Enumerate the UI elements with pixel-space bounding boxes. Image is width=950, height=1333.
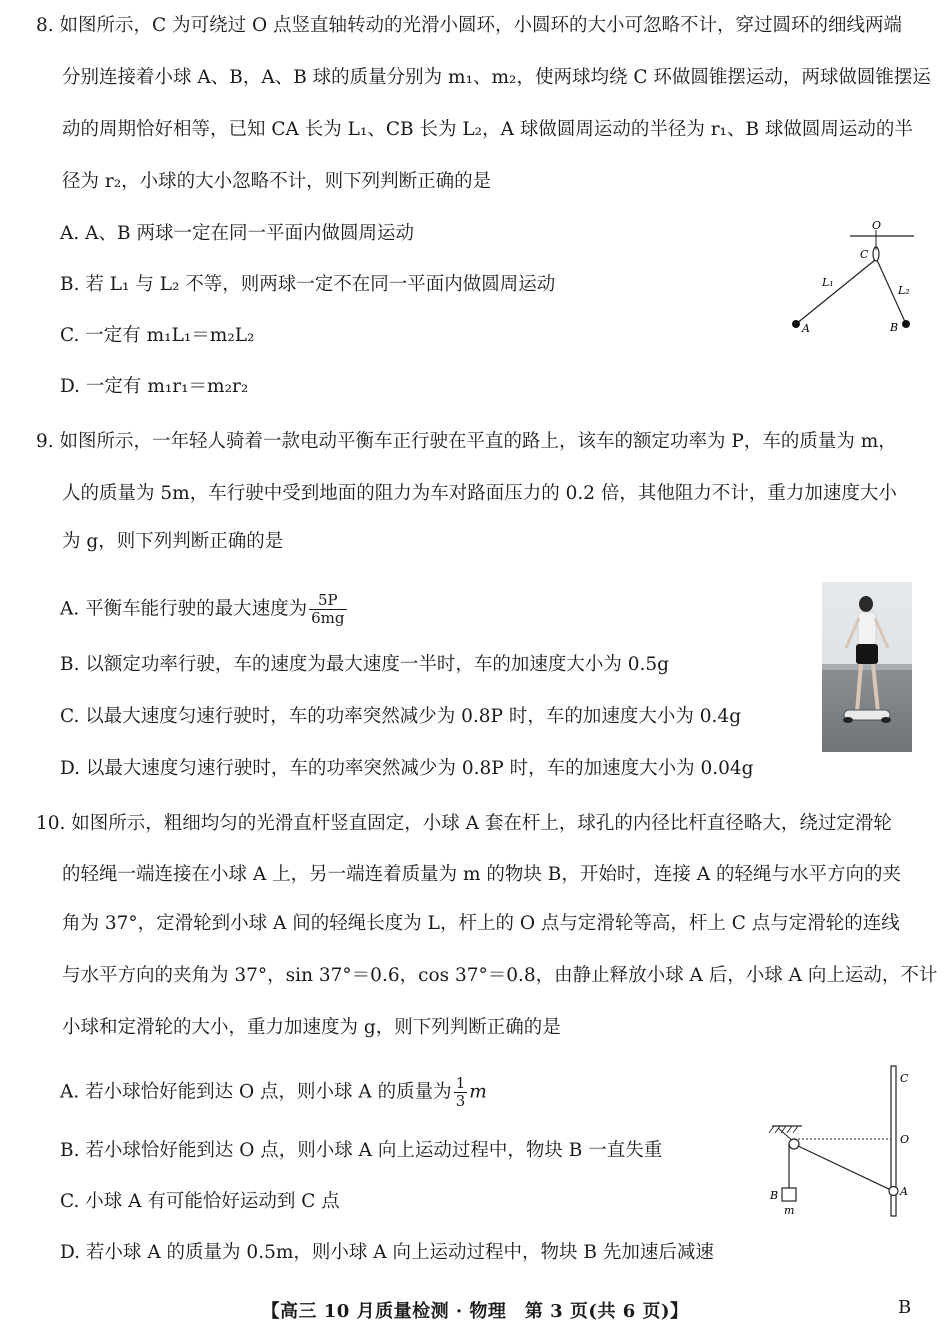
q10-option-d: D. 若小球 A 的质量为 0.5m，则小球 A 向上运动过程中，物块 B 先加速后减速 (60, 1242, 714, 1263)
q10-label-a: A (900, 1185, 908, 1198)
q9-option-b: B. 以额定功率行驶，车的速度为最大速度一半时，车的加速度大小为 0.5g (60, 654, 670, 675)
q9-option-d: D. 以最大速度匀速行驶时，车的功率突然减少为 0.8P 时，车的加速度大小为 0.04g (60, 758, 754, 779)
q10-label-o: O (900, 1133, 910, 1146)
q8-label-o: O (872, 219, 882, 232)
q8-conical-pendulum-figure (788, 218, 918, 340)
q9-option-a (60, 592, 349, 627)
q10-label-b: B (770, 1189, 779, 1202)
q9-stem-line-2: 人的质量为 5m，车行驶中受到地面的阻力为车对路面压力的 0.2 倍，其他阻力不计，重力加速度大小 (62, 483, 897, 504)
q10-label-m: m (784, 1204, 795, 1217)
q8-option-d: D. 一定有 m₁r₁＝m₂r₂ (60, 376, 249, 397)
q10-stem-line-5: 小球和定滑轮的大小，重力加速度为 g，则下列判断正确的是 (62, 1017, 561, 1038)
q10-pulley-rod-figure (758, 1062, 918, 1222)
paper-version-mark: B (898, 1297, 912, 1318)
q8-label-a: A (802, 322, 810, 335)
q8-stem-line-1: 8. 如图所示，C 为可绕过 O 点竖直轴转动的光滑小圆环，小圆环的大小可忽略不计，穿过圆环的细线两端 (36, 15, 902, 36)
q10-stem-line-1: 10. 如图所示，粗细均匀的光滑直杆竖直固定，小球 A 套在杆上，球孔的内径比杆直径略大，绕过定滑轮 (36, 813, 892, 834)
page-footer: 【高三 10 月质量检测 · 物理 第 3 页(共 6 页)】 (261, 1301, 689, 1322)
q8-option-c: C. 一定有 m₁L₁＝m₂L₂ (60, 325, 255, 346)
q10-option-b: B. 若小球恰好能到达 O 点，则小球 A 向上运动过程中，物块 B 一直失重 (60, 1140, 663, 1161)
q8-option-a: A. A、B 两球一定在同一平面内做圆周运动 (60, 223, 414, 244)
q9-option-a-text: A. 平衡车能行驶的最大速度为 (60, 598, 308, 620)
q8-stem-line-2: 分别连接着小球 A、B，A、B 球的质量分别为 m₁、m₂，使两球均绕 C 环做圆锥摆运动，两球做圆锥摆运 (62, 67, 931, 88)
q9-stem-line-1: 9. 如图所示，一年轻人骑着一款电动平衡车正行驶在平直的路上，该车的额定功率为 P，车的质量为 m， (36, 431, 897, 452)
q10-option-c: C. 小球 A 有可能恰好运动到 C 点 (60, 1191, 340, 1212)
q10-stem-line-4: 与水平方向的夹角为 37°，sin 37°＝0.6，cos 37°＝0.8，由静止释放小球 A 后，小球 A 向上运动，不计 (62, 965, 938, 986)
q10-stem-line-2: 的轻绳一端连接在小球 A 上，另一端连着质量为 m 的物块 B，开始时，连接 A 的轻绳与水平方向的夹 (62, 864, 902, 885)
q8-stem-line-4: 径为 r₂，小球的大小忽略不计，则下列判断正确的是 (62, 171, 492, 192)
q10-fraction-denominator: 3 (455, 1092, 466, 1110)
q8-label-l1: L₁ (822, 276, 834, 289)
balance-scooter-photo (822, 582, 912, 752)
q10-option-a-unit: m (469, 1081, 487, 1103)
q8-label-c: C (860, 248, 869, 261)
q9-fraction-numerator: 5P (309, 592, 346, 610)
q8-stem-line-3: 动的周期恰好相等，已知 CA 长为 L₁、CB 长为 L₂，A 球做圆周运动的半径为 r₁、B 球做圆周运动的半 (62, 119, 913, 140)
q10-label-c: C (900, 1072, 909, 1085)
q8-label-l2: L₂ (898, 284, 910, 297)
q9-stem-line-3: 为 g，则下列判断正确的是 (62, 531, 284, 552)
q8-option-b: B. 若 L₁ 与 L₂ 不等，则两球一定不在同一平面内做圆周运动 (60, 274, 556, 295)
q10-fraction-numerator: 1 (455, 1074, 466, 1092)
q10-option-a (60, 1075, 487, 1110)
q8-label-b: B (890, 321, 899, 334)
q10-option-a-fraction (454, 1075, 468, 1110)
q10-option-a-text: A. 若小球恰好能到达 O 点，则小球 A 的质量为 (60, 1081, 452, 1103)
q10-stem-line-3: 角为 37°，定滑轮到小球 A 间的轻绳长度为 L，杆上的 O 点与定滑轮等高，杆上 C 点与定滑轮的连线 (62, 913, 900, 934)
q9-option-a-fraction (309, 592, 346, 627)
q9-fraction-denominator: 6mg (311, 609, 345, 627)
q9-option-c: C. 以最大速度匀速行驶时，车的功率突然减少为 0.8P 时，车的加速度大小为 0.4g (60, 706, 742, 727)
